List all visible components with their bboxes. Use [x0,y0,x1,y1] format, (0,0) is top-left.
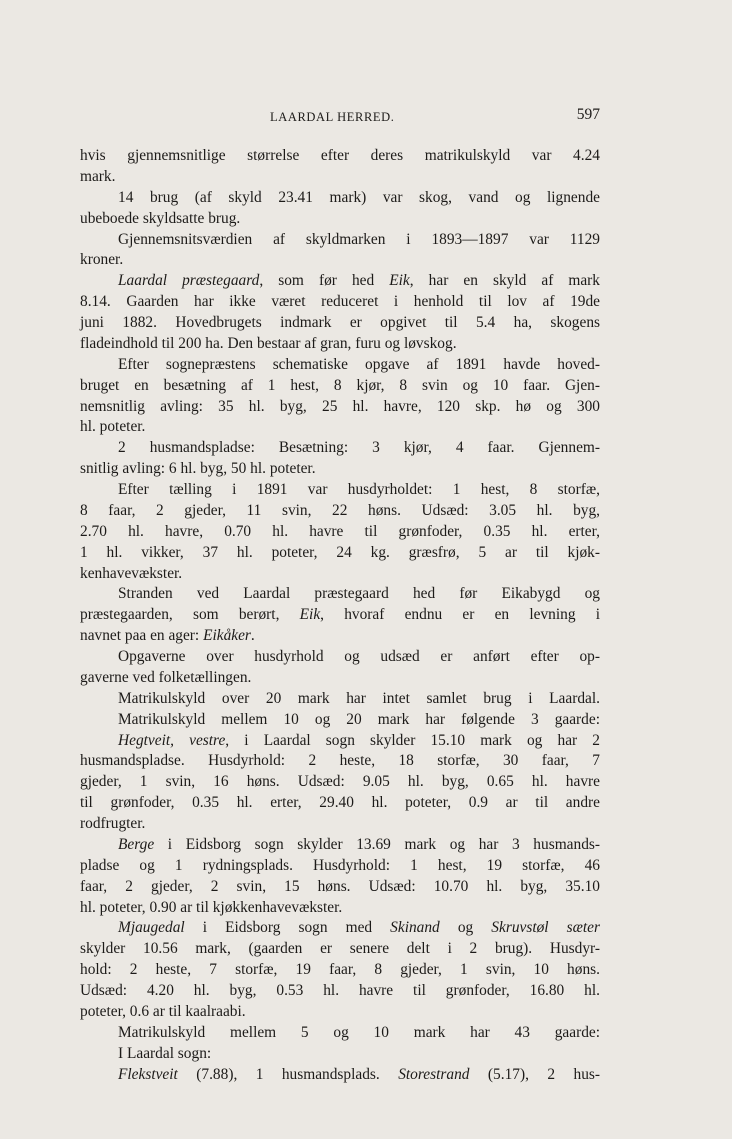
italic-term: Skinand [390,919,440,937]
text-line: poteter, 0.6 ar til kaalraabi. [80,1002,246,1020]
text-segment: (5.17), 2 hus- [469,1065,601,1083]
text-line: I Laardal sogn: [118,1044,212,1062]
text-line: hvis gjennemsnitlige størrelse efter deres matrikulskyld var 4.24 [80,147,600,164]
text-line [80,271,600,292]
text-line: mark. [80,167,116,185]
italic-term: Flekstveit [118,1065,178,1083]
text-line: ubeboede skyldsatte brug. [80,209,241,227]
text-segment: (7.88), 1 husmandsplads. [177,1065,399,1083]
text-line: pladse og 1 rydningsplads. Husdyrhold: 1 hest, 19 storfæ, 46 [80,856,600,874]
text-line: til grønfoder, 0.35 hl. erter, 29.40 hl. poteter, 0.9 ar til andre [80,794,600,812]
italic-term: Berge [118,835,155,853]
text-line: Matrikulskyld mellem 10 og 20 mark har følgende 3 gaarde: [118,710,600,728]
text-line: kroner. [80,251,124,269]
text-line: snitlig avling: 6 hl. byg, 50 hl. poteter. [80,460,316,478]
text-line: juni 1882. Hovedbrugets indmark er opgivet til 5.4 ha, skogens [80,314,600,331]
text-line: 1 hl. vikker, 37 hl. poteter, 24 kg. græsfrø, 5 ar til kjøk- [80,543,600,561]
text-line [80,1065,600,1086]
text-line: husmandspladse. Husdyrhold: 2 heste, 18 storfæ, 30 faar, 7 [80,752,600,770]
text-line: 2.70 hl. havre, 0.70 hl. havre til grønfoder, 0.35 hl. erter, [80,522,600,540]
text-segment: , som før hed [259,272,390,290]
body-text [80,146,600,1085]
text-segment: præstegaarden, som berørt, [80,606,300,624]
italic-term: Hegtveit, vestre [118,731,226,749]
text-line: Opgaverne over husdyrhold og udsæd er anført efter op- [118,648,600,665]
italic-term: Mjaugedal [118,919,185,937]
text-line: gaverne ved folketællingen. [80,668,252,686]
text-segment: , i Laardal sogn skylder 15.10 mark og har 2 [225,731,600,749]
text-line: 2 husmandspladse: Besætning: 3 kjør, 4 faar. Gjennem- [118,439,600,457]
text-line: hl. poteter. [80,418,146,436]
text-segment: i Eidsborg sogn med [184,919,391,937]
running-title: LAARDAL HERRED. [270,110,395,124]
text-line [80,626,600,647]
text-line: 8 faar, 2 gjeder, 11 svin, 22 høns. Udsæd: 3.05 hl. byg, [80,501,600,519]
text-line: bruget en besætning af 1 hest, 8 kjør, 8 svin og 10 faar. Gjen- [80,376,600,394]
italic-term: Eikåker [203,627,251,645]
text-segment: i Eidsborg sogn skylder 13.69 mark og har 3 husmands- [154,835,600,853]
text-line: gjeder, 1 svin, 16 høns. Udsæd: 9.05 hl. byg, 0.65 hl. havre [80,773,600,791]
text-segment: , hvoraf endnu er en levning i [320,606,601,624]
text-segment: navnet paa en ager: [80,627,204,645]
text-line: Matrikulskyld mellem 5 og 10 mark har 43 gaarde: [118,1023,600,1041]
text-line: Stranden ved Laardal præstegaard hed før Eikabygd og [118,585,600,603]
text-line: 8.14. Gaarden har ikke været reduceret i henhold til lov af 19de [80,293,600,311]
text-line: Udsæd: 4.20 hl. byg, 0.53 hl. havre til grønfoder, 16.80 hl. [80,982,600,999]
text-line: hold: 2 heste, 7 storfæ, 19 faar, 8 gjeder, 1 svin, 10 høns. [80,961,600,979]
text-segment: , har en skyld af mark [409,272,600,290]
page-number: 597 [576,106,600,123]
italic-term: Storestrand [398,1065,470,1083]
text-line: kenhavevækster. [80,564,183,582]
italic-term: Skruvstøl sæter [491,919,600,937]
text-line: Matrikulskyld over 20 mark har intet samlet brug i Laardal. [118,689,600,707]
text-segment: . [250,627,255,645]
text-line: rodfrugter. [80,815,146,832]
text-segment: og [439,919,492,937]
text-line: Efter sognepræstens schematiske opgave af 1891 havde hoved- [118,355,600,373]
text-line [80,918,600,939]
text-line: Gjennemsnitsværdien af skyldmarken i 1893—1897 var 1129 [118,230,600,248]
italic-term: Laardal præstegaard [118,272,260,290]
text-line [80,835,600,856]
page-header [80,106,600,130]
text-line: Efter tælling i 1891 var husdyrholdet: 1 hest, 8 storfæ, [118,481,600,498]
text-line: hl. poteter, 0.90 ar til kjøkkenhavevækster. [80,898,343,916]
text-line: faar, 2 gjeder, 2 svin, 15 høns. Udsæd: 10.70 hl. byg, 35.10 [80,877,600,895]
italic-term: Eik [299,606,321,624]
text-line: nemsnitlig avling: 35 hl. byg, 25 hl. havre, 120 skp. hø og 300 [80,397,600,415]
text-line: fladeindhold til 200 ha. Den bestaar af gran, furu og løvskog. [80,334,457,352]
text-line: skylder 10.56 mark, (gaarden er senere delt i 2 brug). Husdyr- [80,940,600,958]
text-line [80,605,600,626]
italic-term: Eik [389,272,410,290]
text-line: 14 brug (af skyld 23.41 mark) var skog, vand og lignende [118,188,600,206]
text-line [80,731,600,752]
